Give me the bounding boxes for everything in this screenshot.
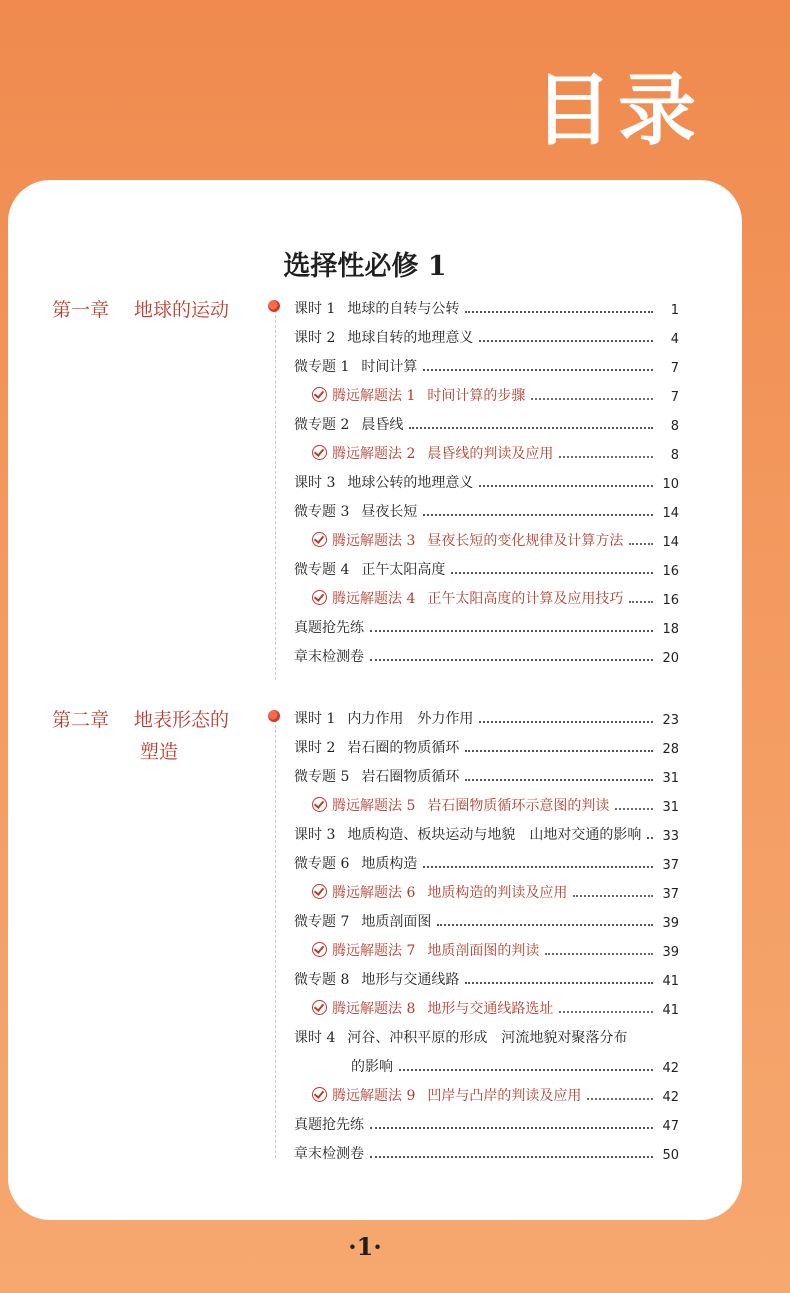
entry-page-number: 14 [662, 535, 679, 550]
check-circle-icon [312, 445, 327, 460]
entry-code: 课时 1 [294, 301, 336, 317]
entry-label [294, 559, 445, 579]
entry-page-number: 33 [662, 829, 679, 844]
chapter-1-toc [294, 289, 679, 666]
entry-code: 腾远解题法 9 [332, 1088, 416, 1104]
entry-page-number: 41 [662, 1003, 679, 1018]
entry-title: 真题抢先练 [294, 1117, 364, 1133]
chapter-2-label [52, 704, 229, 768]
entry-title: 正午太阳高度 [361, 562, 446, 578]
leader-dots [629, 601, 653, 603]
entry-title: 真题抢先练 [294, 620, 364, 636]
entry-page-number: 7 [670, 361, 679, 376]
entry-title: 的影响 [351, 1059, 393, 1075]
entry-page-number: 39 [662, 916, 679, 931]
chapter-1-divider [275, 300, 276, 680]
entry-label [294, 298, 459, 318]
entry-code: 腾远解题法 2 [332, 446, 416, 462]
method-entry[interactable] [294, 579, 679, 608]
entry-label [312, 588, 623, 608]
chapter-number: 第二章 [52, 709, 110, 731]
entry-page-number: 10 [662, 477, 679, 492]
method-entry[interactable] [294, 1076, 679, 1105]
page-number-footer: ·1· [348, 1232, 382, 1261]
toc-entry[interactable] [294, 608, 679, 637]
entry-page-number: 47 [662, 1119, 679, 1134]
toc-entry[interactable] [294, 844, 679, 873]
entry-title: 岩石圈物质循环示意图的判读 [427, 798, 610, 814]
entry-title: 时间计算的步骤 [427, 388, 526, 404]
leader-dots [370, 659, 653, 661]
entry-code: 腾远解题法 4 [332, 591, 416, 607]
entry-page-number: 8 [670, 419, 679, 434]
chapter-name-continued: 塑造 [140, 741, 179, 763]
entry-page-number: 31 [662, 800, 679, 815]
toc-entry[interactable] [294, 289, 679, 318]
entry-code: 腾远解题法 6 [332, 885, 416, 901]
leader-dots [370, 630, 653, 632]
toc-entry[interactable] [294, 492, 679, 521]
leader-dots [647, 837, 653, 839]
method-entry[interactable] [294, 521, 679, 550]
check-circle-icon [312, 1000, 327, 1015]
entry-code: 微专题 1 [294, 359, 350, 375]
toc-entry[interactable] [294, 637, 679, 666]
leader-dots [437, 924, 653, 926]
entry-code: 微专题 4 [294, 562, 350, 578]
entry-title: 地形与交通线路选址 [427, 1001, 554, 1017]
entry-label [294, 501, 417, 521]
entry-title: 正午太阳高度的计算及应用技巧 [427, 591, 624, 607]
chapter-number: 第一章 [52, 299, 110, 321]
method-entry[interactable] [294, 786, 679, 815]
entry-page-number: 31 [662, 771, 679, 786]
entry-label [294, 356, 417, 376]
entry-page-number: 41 [662, 974, 679, 989]
entry-code: 腾远解题法 5 [332, 798, 416, 814]
method-entry[interactable] [294, 989, 679, 1018]
entry-code: 微专题 3 [294, 504, 350, 520]
entry-label [312, 530, 623, 550]
entry-title: 章末检测卷 [294, 1146, 364, 1162]
entry-code: 腾远解题法 8 [332, 1001, 416, 1017]
entry-code: 课时 2 [294, 740, 336, 756]
entry-label [294, 1027, 627, 1047]
entry-label [312, 940, 539, 960]
chapter-2-marker-icon [268, 710, 280, 722]
leader-dots [545, 953, 653, 955]
leader-dots [465, 311, 653, 313]
entry-code: 微专题 2 [294, 417, 350, 433]
chapter-2-divider [275, 710, 276, 1158]
toc-entry[interactable] [294, 463, 679, 492]
toc-entry[interactable] [294, 960, 679, 989]
entry-page-number: 4 [670, 332, 679, 347]
toc-entry[interactable] [294, 405, 679, 434]
entry-label [312, 1085, 581, 1105]
leader-dots [465, 779, 653, 781]
leader-dots [573, 895, 653, 897]
leader-dots [479, 485, 653, 487]
entry-code: 腾远解题法 1 [332, 388, 416, 404]
leader-dots [370, 1127, 653, 1129]
method-entry[interactable] [294, 873, 679, 902]
entry-label [294, 737, 459, 757]
leader-dots [465, 982, 653, 984]
entry-label [294, 414, 403, 434]
entry-label [294, 646, 364, 666]
entry-title: 昼夜长短 [361, 504, 418, 520]
entry-title: 地球的自转与公转 [347, 301, 460, 317]
entry-code: 课时 3 [294, 475, 336, 491]
entry-page-number: 7 [670, 390, 679, 405]
toc-entry[interactable] [294, 902, 679, 931]
entry-code: 课时 4 [294, 1030, 336, 1046]
check-circle-icon [312, 1087, 327, 1102]
toc-entry[interactable] [294, 757, 679, 786]
entry-label [294, 617, 364, 637]
entry-label [351, 1056, 393, 1076]
entry-title: 章末检测卷 [294, 649, 364, 665]
entry-label [294, 327, 473, 347]
entry-label [294, 472, 473, 492]
toc-entry[interactable] [294, 347, 679, 376]
leader-dots [423, 369, 653, 371]
entry-title: 地质剖面图 [361, 914, 432, 930]
toc-entry[interactable] [294, 699, 679, 728]
entry-title: 时间计算 [361, 359, 418, 375]
book-title: 选择性必修 1 [283, 251, 447, 282]
entry-title: 昼夜长短的变化规律及计算方法 [427, 533, 624, 549]
entry-label [294, 911, 431, 931]
check-circle-icon [312, 532, 327, 547]
entry-title: 地质构造、板块运动与地貌 山地对交通的影响 [347, 827, 642, 843]
entry-title: 凹岸与凸岸的判读及应用 [427, 1088, 582, 1104]
entry-title: 岩石圈物质循环 [361, 769, 460, 785]
entry-code: 课时 1 [294, 711, 336, 727]
entry-title: 地形与交通线路 [361, 972, 460, 988]
check-circle-icon [312, 884, 327, 899]
entry-title: 河谷、冲积平原的形成 河流地貌对聚落分布 [347, 1030, 628, 1046]
toc-entry[interactable] [294, 1047, 679, 1076]
leader-dots [423, 514, 653, 516]
entry-page-number: 14 [662, 506, 679, 521]
leader-dots [399, 1069, 653, 1071]
check-circle-icon [312, 797, 327, 812]
entry-code: 腾远解题法 7 [332, 943, 416, 959]
leader-dots [615, 808, 653, 810]
leader-dots [423, 866, 653, 868]
page-title: 目录 [533, 66, 702, 156]
entry-code: 课时 2 [294, 330, 336, 346]
entry-page-number: 1 [670, 303, 679, 318]
entry-page-number: 16 [662, 564, 679, 579]
entry-label [294, 1114, 364, 1134]
chapter-name: 地球的运动 [134, 299, 230, 321]
leader-dots [559, 1011, 653, 1013]
entry-label [312, 795, 609, 815]
entry-code: 微专题 5 [294, 769, 350, 785]
toc-entry[interactable] [294, 1134, 679, 1163]
entry-title: 地质构造 [361, 856, 418, 872]
method-entry[interactable] [294, 931, 679, 960]
leader-dots [451, 572, 653, 574]
toc-entry[interactable] [294, 1105, 679, 1134]
entry-page-number: 18 [662, 622, 679, 637]
entry-code: 微专题 6 [294, 856, 350, 872]
entry-label [294, 766, 459, 786]
chapter-2-toc [294, 699, 679, 1163]
chapter-1-label [52, 294, 229, 326]
entry-page-number: 20 [662, 651, 679, 666]
chapter-name: 地表形态的 [134, 709, 230, 731]
entry-label [294, 969, 459, 989]
entry-page-number: 37 [662, 858, 679, 873]
entry-title: 岩石圈的物质循环 [347, 740, 460, 756]
entry-page-number: 28 [662, 742, 679, 757]
toc-entry[interactable] [294, 550, 679, 579]
leader-dots [587, 1098, 653, 1100]
entry-page-number: 23 [662, 713, 679, 728]
entry-label [312, 385, 525, 405]
check-circle-icon [312, 387, 327, 402]
entry-page-number: 8 [670, 448, 679, 463]
leader-dots [629, 543, 653, 545]
toc-entry[interactable] [294, 1018, 679, 1047]
entry-label [312, 443, 553, 463]
entry-title: 地球自转的地理意义 [347, 330, 474, 346]
entry-code: 课时 3 [294, 827, 336, 843]
leader-dots [531, 398, 653, 400]
chapter-1-marker-icon [268, 300, 280, 312]
leader-dots [559, 456, 653, 458]
entry-title: 地球公转的地理意义 [347, 475, 474, 491]
entry-code: 腾远解题法 3 [332, 533, 416, 549]
entry-label [294, 1143, 364, 1163]
leader-dots [370, 1156, 653, 1158]
leader-dots [479, 721, 653, 723]
method-entry[interactable] [294, 376, 679, 405]
check-circle-icon [312, 590, 327, 605]
entry-page-number: 39 [662, 945, 679, 960]
leader-dots [479, 340, 653, 342]
check-circle-icon [312, 942, 327, 957]
entry-label [294, 824, 641, 844]
entry-label [312, 882, 567, 902]
method-entry[interactable] [294, 434, 679, 463]
entry-page-number: 16 [662, 593, 679, 608]
entry-page-number: 42 [662, 1061, 679, 1076]
entry-code: 微专题 7 [294, 914, 350, 930]
leader-dots [465, 750, 653, 752]
entry-title: 内力作用 外力作用 [347, 711, 474, 727]
leader-dots [409, 427, 653, 429]
toc-entry[interactable] [294, 728, 679, 757]
toc-entry[interactable] [294, 318, 679, 347]
entry-page-number: 42 [662, 1090, 679, 1105]
entry-page-number: 37 [662, 887, 679, 902]
entry-title: 地质构造的判读及应用 [427, 885, 568, 901]
entry-title: 晨昏线 [361, 417, 404, 433]
entry-code: 微专题 8 [294, 972, 350, 988]
entry-title: 地质剖面图的判读 [427, 943, 540, 959]
entry-label [312, 998, 553, 1018]
entry-label [294, 708, 473, 728]
toc-entry[interactable] [294, 815, 679, 844]
entry-label [294, 853, 417, 873]
entry-title: 晨昏线的判读及应用 [427, 446, 554, 462]
entry-page-number: 50 [662, 1148, 679, 1163]
